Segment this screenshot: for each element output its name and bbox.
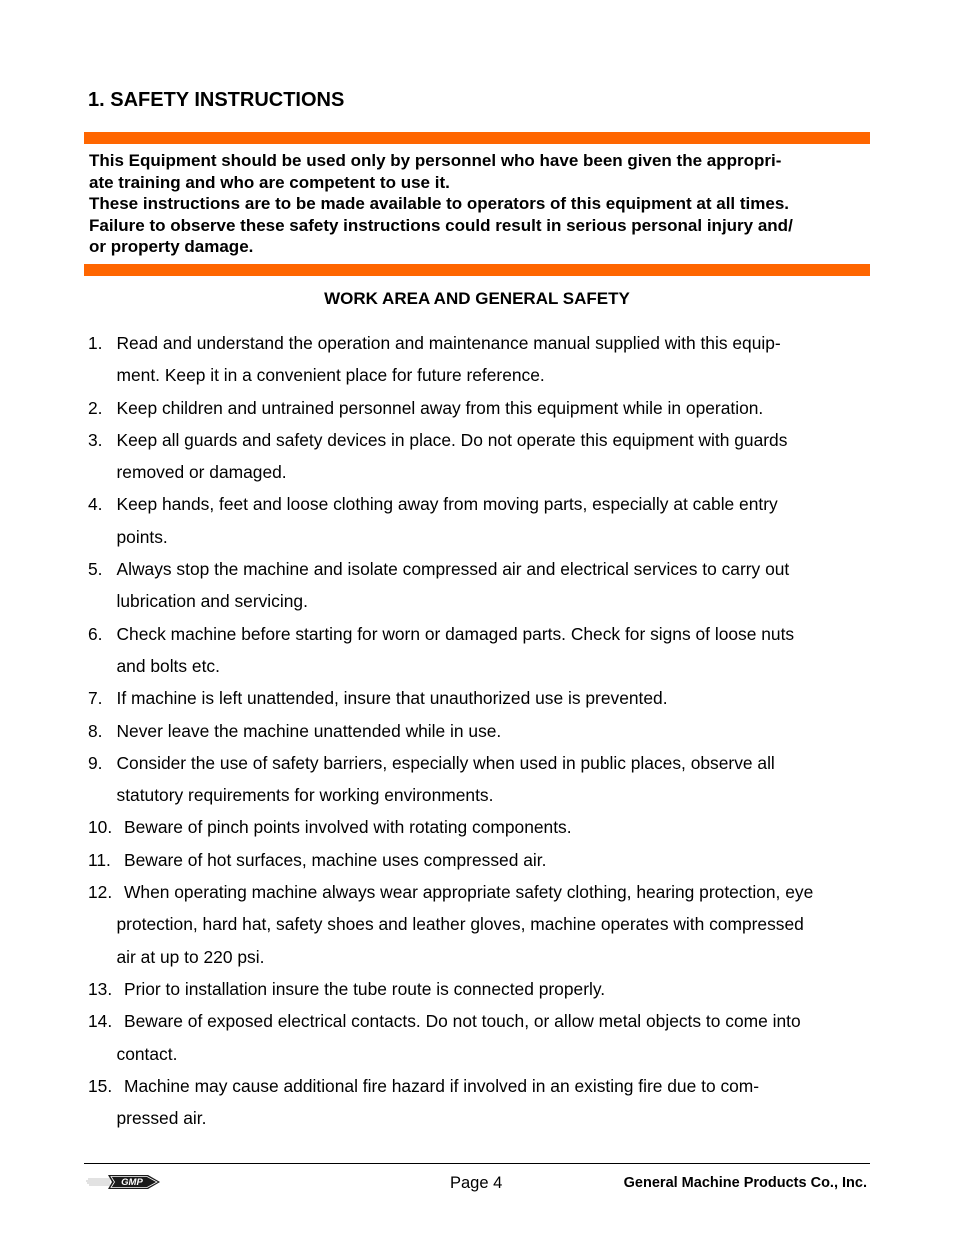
list-item-text: statutory requirements for working environments. <box>116 785 494 806</box>
list-item-number: 1. <box>88 333 103 353</box>
list-item-number: 4. <box>88 494 103 515</box>
list-item-number: 2. <box>88 397 103 418</box>
list-item-number: 6. <box>88 623 103 644</box>
list-item <box>88 973 878 1005</box>
gmp-logo-icon <box>86 1171 162 1193</box>
list-item <box>88 811 878 843</box>
safety-warning-block <box>89 150 874 258</box>
list-item-number: 5. <box>88 559 103 580</box>
list-item-text: and bolts etc. <box>116 655 220 676</box>
list-item-text: protection, hard hat, safety shoes and leather gloves, machine operates with compressed <box>116 914 804 935</box>
list-item-text: removed or damaged. <box>116 462 287 483</box>
list-item <box>88 488 878 553</box>
list-item-text: lubrication and servicing. <box>116 591 308 612</box>
top-warning-bar <box>84 132 870 144</box>
list-item <box>88 392 878 424</box>
warning-line: or property damage. <box>89 237 254 257</box>
list-item <box>88 876 878 973</box>
warning-line: Failure to observe these safety instructions could result in serious personal injury and/ <box>89 215 793 235</box>
list-item-number: 8. <box>88 720 103 741</box>
bottom-warning-bar <box>84 264 870 276</box>
list-item-text: Consider the use of safety barriers, especially when used in public places, observe all <box>116 752 775 773</box>
warning-line: ate training and who are competent to use it. <box>89 172 450 192</box>
list-item-text: ment. Keep it in a convenient place for future reference. <box>116 365 545 386</box>
list-item-text: Keep hands, feet and loose clothing away from moving parts, especially at cable entry <box>116 494 778 515</box>
list-item-text: If machine is left unattended, insure that unauthorized use is prevented. <box>116 688 668 709</box>
list-item-text: pressed air. <box>116 1108 207 1129</box>
list-item <box>88 747 878 812</box>
list-item-text: Keep children and untrained personnel away from this equipment while in operation. <box>116 397 764 418</box>
list-item-number: 11. <box>88 849 111 870</box>
list-item <box>88 1005 878 1070</box>
list-item-number: 10. <box>88 817 113 838</box>
list-item-number: 14. <box>88 1011 113 1032</box>
list-item-text: Beware of exposed electrical contacts. Do not touch, or allow metal objects to come into <box>124 1011 801 1032</box>
warning-line: This Equipment should be used only by personnel who have been given the appropri- <box>89 151 782 170</box>
section-heading: WORK AREA AND GENERAL SAFETY <box>324 289 630 308</box>
list-item-number: 9. <box>88 752 103 773</box>
list-item-text: When operating machine always wear appropriate safety clothing, hearing protection, eye <box>124 882 814 903</box>
list-item-number: 12. <box>88 882 113 903</box>
company-name: General Machine Products Co., Inc. <box>623 1175 867 1191</box>
list-item-text: Keep all guards and safety devices in place. Do not operate this equipment with guards <box>116 429 788 450</box>
list-item-number: 13. <box>88 978 113 999</box>
logo-text: GMP <box>121 1177 143 1189</box>
page-number: Page 4 <box>450 1174 503 1192</box>
list-item-text: points. <box>116 526 168 547</box>
list-item <box>88 844 878 876</box>
list-item-text: air at up to 220 psi. <box>116 946 265 967</box>
list-item-text: contact. <box>116 1043 178 1064</box>
safety-list <box>88 327 878 1134</box>
list-item-text: Never leave the machine unattended while in use. <box>116 720 502 741</box>
list-item-text: Prior to installation insure the tube route is connected properly. <box>124 978 606 999</box>
list-item-text: Beware of hot surfaces, machine uses compressed air. <box>124 849 547 870</box>
list-item-text: Beware of pinch points involved with rotating components. <box>124 817 572 838</box>
list-item <box>88 424 878 489</box>
footer-divider <box>84 1163 870 1164</box>
list-item-number: 7. <box>88 688 103 709</box>
list-item <box>88 1070 878 1135</box>
list-item <box>88 682 878 714</box>
list-item <box>88 715 878 747</box>
list-item-text: Check machine before starting for worn or damaged parts. Check for signs of loose nuts <box>116 623 795 644</box>
list-item <box>88 327 878 392</box>
warning-line: These instructions are to be made available to operators of this equipment at all times. <box>89 194 790 214</box>
list-item <box>88 553 878 618</box>
list-item-text: Read and understand the operation and maintenance manual supplied with this equip- <box>116 333 781 353</box>
list-item-text: Always stop the machine and isolate compressed air and electrical services to carry out <box>116 559 790 580</box>
list-item-number: 3. <box>88 429 103 450</box>
list-item-number: 15. <box>88 1075 113 1096</box>
list-item-text: Machine may cause additional fire hazard if involved in an existing fire due to com- <box>124 1075 760 1096</box>
list-item <box>88 618 878 683</box>
page-title: 1. SAFETY INSTRUCTIONS <box>88 89 345 111</box>
